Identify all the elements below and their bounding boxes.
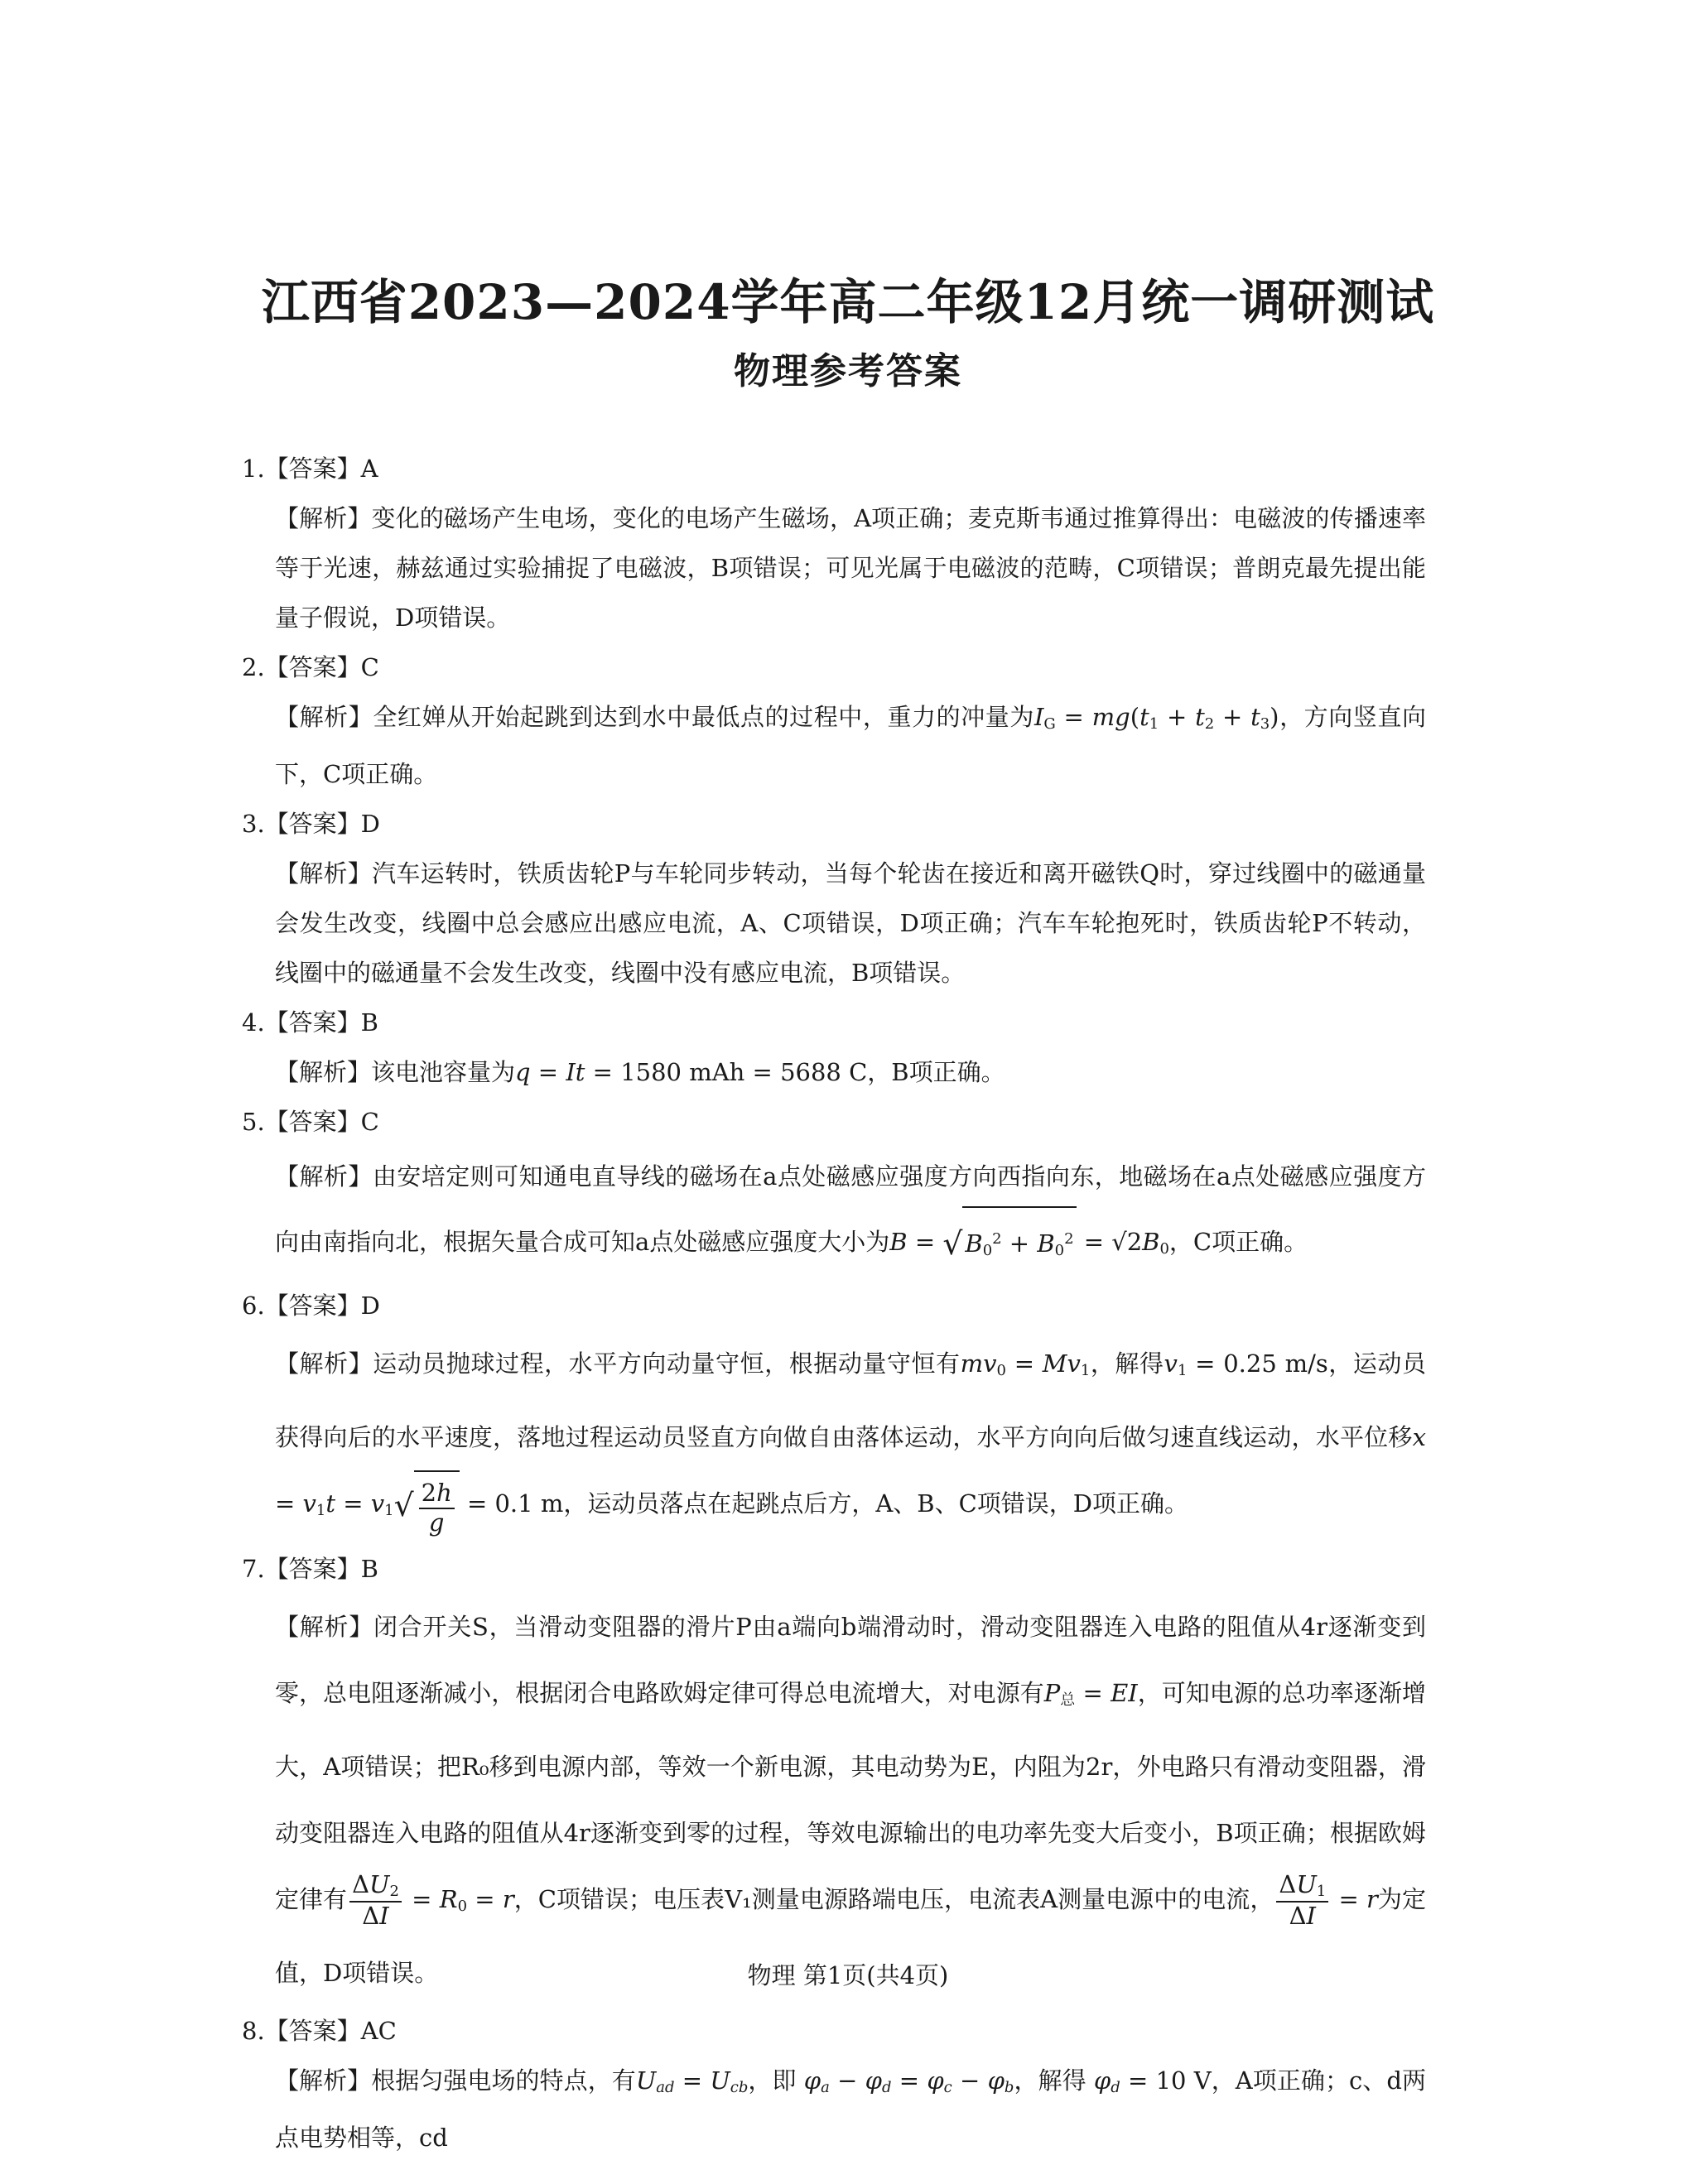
formula: B = √ $B_0^2 + B_0^2 = √2B_0$: [889, 1228, 1169, 1256]
explanation: 【解析】该电池容量为q = It = 1580 mAh = 5688 C，B项正确。: [275, 1057, 1005, 1086]
explanation: 【解析】闭合开关S，当滑动变阻器的滑片P由a端向b端滑动时，滑动变阻器连入电路的阻值从4r逐渐变到零，总电阻逐渐减小，根据闭合电路欧姆定律可得总电流增大，对电源有$P_总$ = EI，可知电源的总功率逐渐增大，A项错误；把R₀移到电源内部，等效一个新电源，其电动势为E，内阻为2r，外电路只有滑动变阻器，滑动变阻器连入电路的阻值从4r逐渐变到零的过程，等效电源输出的电功率先变大后变小，B项正确；根据欧姆定律有 $\frac{\Delta U_2}{\Delta I}$ = $R_0 = r$，C项错误；电压表V₁测量电源路端电压，电流表A测量电源中的电流， $\frac{\Delta U_1}{\Delta I}$ = r为定值，D项错误。: [275, 1612, 1426, 1987]
answer-line: 8.【答案】AC: [242, 2016, 397, 2045]
answer-line: 3.【答案】D: [242, 809, 380, 838]
formula: $x = v_1t = v_1√$ $\frac{2h}{g}$ = 0.1 m: [275, 1423, 1426, 1518]
formula: $\frac{\Delta U_2}{\Delta I}$ = $R_0 = r$: [347, 1885, 514, 1913]
question-8: [242, 2006, 1426, 2162]
answer-line: 4.【答案】B: [242, 1008, 378, 1037]
question-7: [242, 1544, 1426, 2006]
explanation: 【解析】根据匀强电场的特点，有$U_{ad} = U_{cb}$，即 $\varphi_a - \varphi_d = \varphi_c - \varphi_b$，解得 $\varphi_d = 10$ V，A项正确；c、d两点电势相等，cd: [275, 2066, 1426, 2152]
question-6: [242, 1281, 1426, 1544]
explanation: 【解析】全红婵从开始起跳到达到水中最低点的过程中，重力的冲量为$I_G = mg(t_1 + t_2 + t_3)$，方向竖直向下，C项正确。: [275, 703, 1426, 788]
question-3: [242, 799, 1426, 998]
formula: $v_1 = 0.25$ m/s: [1164, 1349, 1328, 1379]
explanation: 【解析】由安培定则可知通电直导线的磁场在a点处磁感应强度方向西指向东，地磁场在a点处磁感应强度方向由南指向北，根据矢量合成可知a点处磁感应强度大小为B = √ $B_0^2 + B_0^2 = √2B_0$，C项正确。: [242, 1147, 1426, 1281]
formula: $mv_0 = Mv_1$: [960, 1349, 1091, 1379]
answer-list: [242, 444, 1426, 2162]
answer-line: 6.【答案】D: [242, 1291, 380, 1320]
answer-line: 2.【答案】C: [242, 653, 379, 681]
page-footer: 物理 第1页(共4页): [747, 1961, 949, 1989]
question-5: [242, 1097, 1426, 1281]
answer-line: 1.【答案】A: [242, 455, 378, 483]
explanation: 【解析】汽车运转时，铁质齿轮P与车轮同步转动，当每个轮齿在接近和离开磁铁Q时，穿过线圈中的磁通量会发生改变，线圈中总会感应出感应电流，A、C项错误，D项正确；汽车车轮抱死时，铁质齿轮P不转动，线圈中的磁通量不会发生改变，线圈中没有感应电流，B项错误。: [275, 859, 1426, 987]
formula: $U_{ad} = U_{cb}$，即 $\varphi_a - \varphi_d = \varphi_c - \varphi_b$，解得 $\varphi_d = 10$ V: [635, 2066, 1212, 2096]
explanation: 【解析】变化的磁场产生电场，变化的电场产生磁场，A项正确；麦克斯韦通过推算得出：电磁波的传播速率等于光速，赫兹通过实验捕捉了电磁波，B项错误；可见光属于电磁波的范畴，C项错误；普朗克最先提出能量子假说，D项错误。: [275, 504, 1426, 632]
formula: $P_总$ = EI: [1043, 1678, 1138, 1709]
explanation: 【解析】运动员抛球过程，水平方向动量守恒，根据动量守恒有$mv_0 = Mv_1$，解得$v_1 = 0.25$ m/s，运动员获得向后的水平速度，落地过程运动员竖直方向做自由落体运动，水平方向向后做匀速直线运动，水平位移$x = v_1t = v_1√$ $\frac{2h}{g}$ = 0.1 m，运动员落点在起跳点后方，A、B、C项错误，D项正确。: [242, 1330, 1426, 1544]
answer-line: 5.【答案】C: [242, 1107, 379, 1136]
question-1: [242, 444, 1426, 642]
question-2: [242, 642, 1426, 799]
answer-line: 7.【答案】B: [242, 1554, 378, 1583]
formula: $\frac{\Delta U_1}{\Delta I}$ = r: [1274, 1885, 1378, 1913]
page-subtitle: 物理参考答案: [734, 350, 962, 392]
page-title: 江西省2023—2024学年高二年级12月统一调研测试: [261, 274, 1435, 330]
formula: $I_G = mg(t_1 + t_2 + t_3)$: [1034, 703, 1279, 733]
formula: q = It = 1580 mAh = 5688 C: [515, 1057, 868, 1086]
question-4: [242, 998, 1426, 1097]
